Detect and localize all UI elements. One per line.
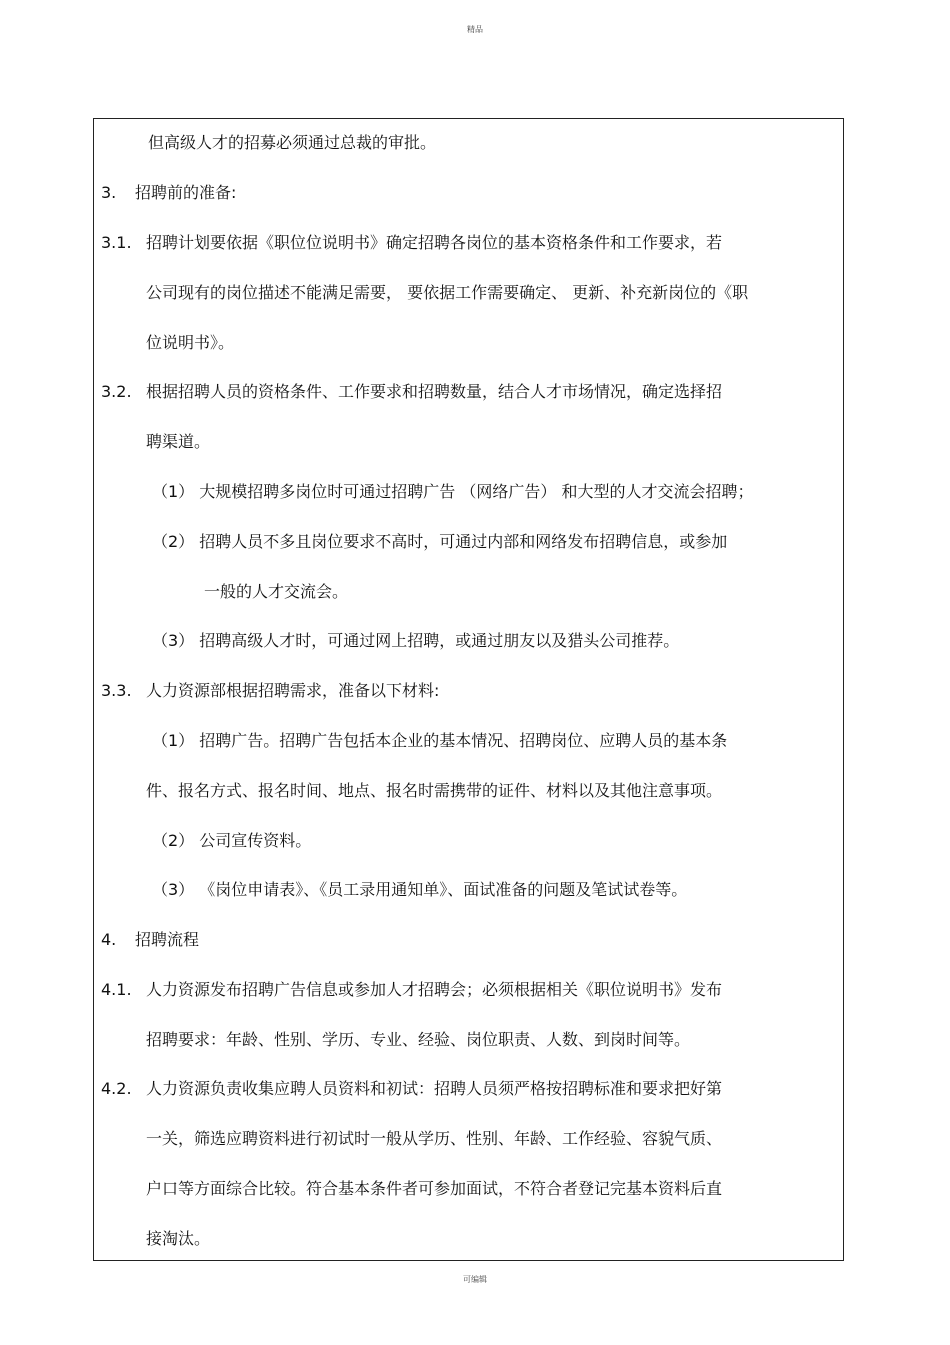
text-line: 一关，筛选应聘资料进行初试时一般从学历、性别、年龄、工作经验、容貌气质、 <box>146 1129 723 1148</box>
section-number: 3.3. <box>101 681 132 700</box>
text-line: 根据招聘人员的资格条件、工作要求和招聘数量，结合人才市场情况，确定选择招 <box>146 382 723 401</box>
section-heading: 招聘流程 <box>135 930 200 949</box>
list-item: （1） 大规模招聘多岗位时可通过招聘广告 （网络广告） 和大型的人才交流会招聘； <box>152 482 754 501</box>
header-watermark: 精品 <box>467 25 483 34</box>
text-line: 人力资源负责收集应聘人员资料和初试：招聘人员须严格按招聘标准和要求把好第 <box>146 1079 723 1098</box>
footer-watermark: 可编辑 <box>463 1275 487 1284</box>
section-number: 3. <box>101 183 117 202</box>
text-line: 但高级人才的招募必须通过总裁的审批。 <box>148 133 437 152</box>
list-item: （3） 招聘高级人才时，可通过网上招聘，或通过朋友以及猎头公司推荐。 <box>152 631 680 650</box>
text-line: 招聘要求：年龄、性别、学历、专业、经验、岗位职责、人数、到岗时间等。 <box>146 1030 691 1049</box>
text-line: 一般的人才交流会。 <box>204 582 349 601</box>
text-line: 位说明书》。 <box>146 333 235 352</box>
section-heading: 招聘前的准备: <box>135 183 237 202</box>
list-item: （2） 招聘人员不多且岗位要求不高时，可通过内部和网络发布招聘信息，或参加 <box>152 532 728 551</box>
list-item: （2） 公司宣传资料。 <box>152 831 312 850</box>
text-line: 招聘计划要依据《职位位说明书》确定招聘各岗位的基本资格条件和工作要求，若 <box>146 233 723 252</box>
list-item: （1） 招聘广告。招聘广告包括本企业的基本情况、招聘岗位、应聘人员的基本条 <box>152 731 728 750</box>
text-line: 人力资源发布招聘广告信息或参加人才招聘会；必须根据相关《职位说明书》发布 <box>146 980 723 999</box>
text-line: 公司现有的岗位描述不能满足需要， 要依据工作需要确定、 更新、补充新岗位的《职 <box>146 283 749 302</box>
section-number: 4. <box>101 930 117 949</box>
section-number: 4.2. <box>101 1079 132 1098</box>
text-line: 接淘汰。 <box>146 1229 211 1248</box>
text-line: 件、报名方式、报名时间、地点、报名时需携带的证件、材料以及其他注意事项。 <box>146 781 723 800</box>
list-item: （3） 《岗位申请表》、《员工录用通知单》、面试准备的问题及笔试试卷等。 <box>152 880 688 899</box>
section-number: 4.1. <box>101 980 132 999</box>
section-number: 3.2. <box>101 382 132 401</box>
text-line: 人力资源部根据招聘需求，准备以下材料: <box>146 681 440 700</box>
section-number: 3.1. <box>101 233 132 252</box>
text-line: 户口等方面综合比较。符合基本条件者可参加面试，不符合者登记完基本资料后直 <box>146 1179 723 1198</box>
text-line: 聘渠道。 <box>146 432 211 451</box>
